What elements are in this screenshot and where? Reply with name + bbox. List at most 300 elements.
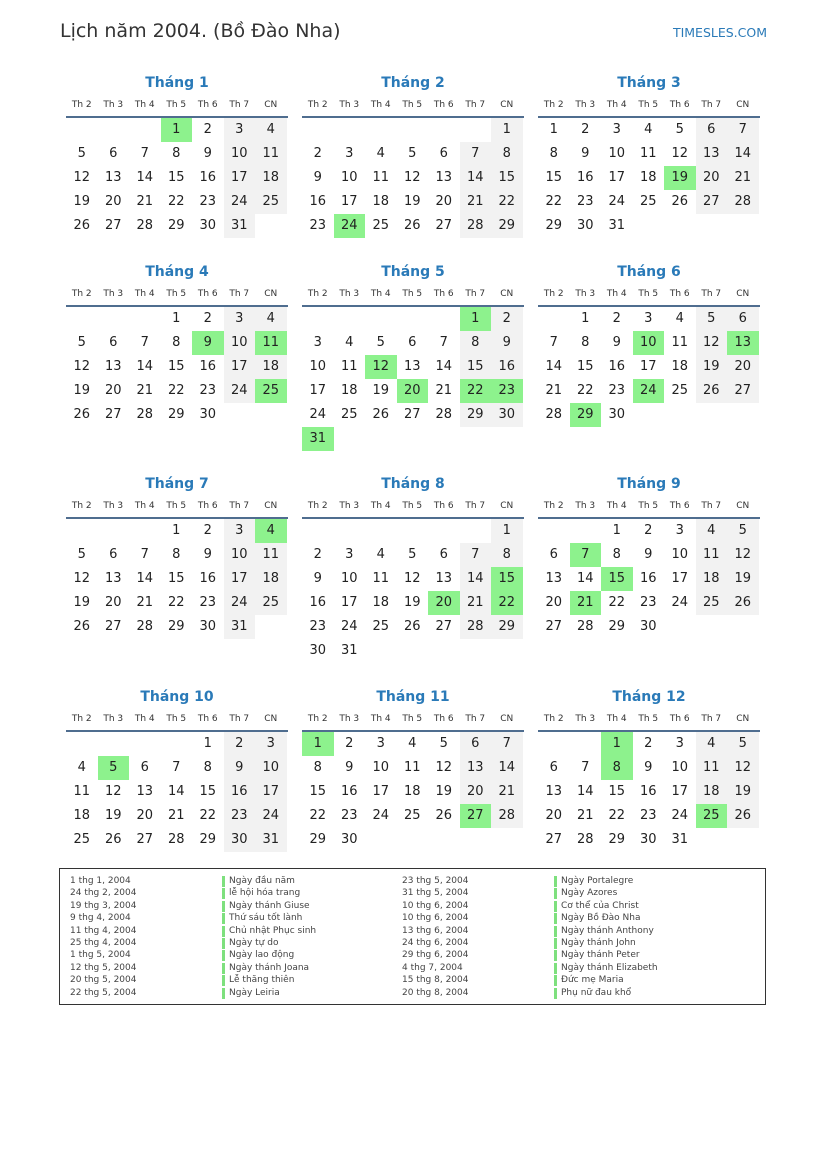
holiday-marker xyxy=(554,913,557,924)
month-title: Tháng 11 xyxy=(376,689,450,705)
day-cell: 30 xyxy=(340,832,358,847)
week-row xyxy=(302,591,524,615)
day-cell: 6 xyxy=(109,547,118,562)
weekday-label: Th 6 xyxy=(433,501,454,511)
day-cell: 22 xyxy=(167,595,185,610)
weekday-label: Th 3 xyxy=(103,100,124,110)
day-cell: 17 xyxy=(671,784,689,799)
day-cell: 21 xyxy=(136,383,154,398)
week-row xyxy=(538,379,760,403)
day-cell: 14 xyxy=(460,166,492,190)
day-cell: 6 xyxy=(408,335,417,350)
weekday-label: CN xyxy=(264,100,278,110)
weekday-label: Th 7 xyxy=(465,100,486,110)
day-cell: 15 xyxy=(491,567,523,591)
day-cell: 27 xyxy=(460,804,492,828)
day-cell: 14 xyxy=(576,571,594,586)
weekday-label: Th 7 xyxy=(229,289,250,299)
weekday-label: Th 2 xyxy=(71,501,92,511)
day-cell: 10 xyxy=(340,571,358,586)
day-cell: 13 xyxy=(403,359,421,374)
day-cell: 4 xyxy=(675,311,684,326)
month-title: Tháng 9 xyxy=(617,476,681,492)
empty-day-cell xyxy=(460,427,492,451)
day-cell: 3 xyxy=(345,547,354,562)
weekday-header xyxy=(302,708,524,732)
day-cell: 8 xyxy=(172,335,181,350)
weekday-label: Th 4 xyxy=(606,100,627,110)
day-cell: 6 xyxy=(140,760,149,775)
day-cell: 24 xyxy=(224,591,256,615)
day-cell: 15 xyxy=(601,567,633,591)
day-cell: 13 xyxy=(136,784,154,799)
week-row xyxy=(538,403,760,427)
holiday-marker xyxy=(554,888,557,899)
day-cell: 20 xyxy=(696,166,728,190)
empty-day-cell xyxy=(66,732,98,756)
empty-day-cell xyxy=(365,118,397,142)
day-cell: 19 xyxy=(664,166,696,190)
empty-day-cell xyxy=(460,828,492,852)
day-cell: 2 xyxy=(581,122,590,137)
day-cell: 28 xyxy=(460,615,492,639)
day-cell: 25 xyxy=(372,218,390,233)
empty-day-cell xyxy=(302,307,334,331)
weekday-header xyxy=(538,495,760,519)
day-cell: 4 xyxy=(408,736,417,751)
day-cell: 6 xyxy=(439,146,448,161)
week-row xyxy=(302,355,524,379)
day-cell: 28 xyxy=(545,407,563,422)
day-cell: 21 xyxy=(136,595,154,610)
week-row xyxy=(538,214,760,238)
weekday-label: Th 5 xyxy=(638,501,659,511)
week-row xyxy=(66,142,288,166)
day-cell: 29 xyxy=(491,615,523,639)
weekday-header xyxy=(302,94,524,118)
weekday-label: Th 5 xyxy=(638,714,659,724)
weekday-label: Th 7 xyxy=(465,714,486,724)
weekday-label: Th 4 xyxy=(606,289,627,299)
week-row xyxy=(302,307,524,331)
empty-day-cell xyxy=(428,639,460,663)
day-cell: 17 xyxy=(608,170,626,185)
weekday-label: Th 7 xyxy=(701,501,722,511)
holiday-name: Ngày Leiria xyxy=(229,987,280,998)
day-cell: 22 xyxy=(309,808,327,823)
legend-item xyxy=(70,912,316,924)
weekday-label: Th 6 xyxy=(669,289,690,299)
day-cell: 3 xyxy=(313,335,322,350)
empty-day-cell xyxy=(538,307,570,331)
month-title: Tháng 1 xyxy=(145,75,209,91)
empty-day-cell xyxy=(696,615,728,639)
day-cell: 8 xyxy=(491,142,523,166)
day-cell: 18 xyxy=(372,194,390,209)
empty-day-cell xyxy=(129,307,161,331)
holiday-date: 29 thg 6, 2004 xyxy=(402,950,469,961)
day-cell: 20 xyxy=(545,595,563,610)
day-cell: 12 xyxy=(696,331,728,355)
holiday-marker xyxy=(554,988,557,999)
day-cell: 2 xyxy=(644,736,653,751)
day-cell: 31 xyxy=(255,828,287,852)
day-cell: 21 xyxy=(727,166,759,190)
week-row xyxy=(66,756,288,780)
day-cell: 15 xyxy=(199,784,217,799)
weekday-label: Th 2 xyxy=(307,714,328,724)
week-row xyxy=(302,142,524,166)
day-cell: 5 xyxy=(439,736,448,751)
empty-day-cell xyxy=(491,427,523,451)
legend-item xyxy=(70,974,316,986)
weekday-header xyxy=(538,708,760,732)
day-cell: 27 xyxy=(136,832,154,847)
day-cell: 17 xyxy=(671,571,689,586)
day-cell: 27 xyxy=(104,218,122,233)
weekday-label: Th 6 xyxy=(669,714,690,724)
empty-day-cell xyxy=(727,828,759,852)
holiday-name: Đức mẹ Maria xyxy=(561,975,624,986)
month-calendar xyxy=(302,72,524,238)
day-cell: 23 xyxy=(639,808,657,823)
holiday-marker xyxy=(554,963,557,974)
day-cell: 26 xyxy=(403,619,421,634)
day-cell: 26 xyxy=(73,407,91,422)
day-cell: 23 xyxy=(608,383,626,398)
week-row xyxy=(538,780,760,804)
day-cell: 7 xyxy=(172,760,181,775)
weekday-label: Th 4 xyxy=(370,289,391,299)
weekday-label: Th 7 xyxy=(229,100,250,110)
month-calendar xyxy=(538,473,760,639)
week-row xyxy=(66,780,288,804)
weekday-label: Th 4 xyxy=(370,501,391,511)
holiday-date: 25 thg 4, 2004 xyxy=(70,937,137,948)
day-cell: 16 xyxy=(576,170,594,185)
day-cell: 20 xyxy=(435,194,453,209)
weekday-label: Th 3 xyxy=(103,289,124,299)
day-cell: 1 xyxy=(491,118,523,142)
week-row xyxy=(302,543,524,567)
day-cell: 10 xyxy=(255,756,287,780)
empty-day-cell xyxy=(161,732,193,756)
day-cell: 4 xyxy=(255,118,287,142)
day-cell: 20 xyxy=(397,379,429,403)
holiday-marker xyxy=(554,938,557,949)
day-cell: 1 xyxy=(491,519,523,543)
day-cell: 23 xyxy=(309,619,327,634)
empty-day-cell xyxy=(428,118,460,142)
day-cell: 19 xyxy=(727,567,759,591)
day-cell: 25 xyxy=(372,619,390,634)
day-cell: 30 xyxy=(639,832,657,847)
week-row xyxy=(302,780,524,804)
empty-day-cell xyxy=(66,118,98,142)
week-row xyxy=(538,804,760,828)
day-cell: 5 xyxy=(675,122,684,137)
day-cell: 17 xyxy=(639,359,657,374)
empty-day-cell xyxy=(633,214,665,238)
day-cell: 24 xyxy=(372,808,390,823)
empty-day-cell xyxy=(129,732,161,756)
week-row xyxy=(302,190,524,214)
day-cell: 2 xyxy=(491,307,523,331)
weekday-header xyxy=(66,708,288,732)
month-title: Tháng 12 xyxy=(612,689,686,705)
day-cell: 8 xyxy=(460,331,492,355)
day-cell: 14 xyxy=(460,567,492,591)
day-cell: 29 xyxy=(199,832,217,847)
holiday-marker xyxy=(222,913,225,924)
day-cell: 8 xyxy=(313,760,322,775)
weekday-label: Th 2 xyxy=(543,289,564,299)
weekday-label: Th 4 xyxy=(606,501,627,511)
day-cell: 12 xyxy=(403,170,421,185)
week-row xyxy=(66,591,288,615)
day-cell: 17 xyxy=(224,355,256,379)
week-row xyxy=(302,567,524,591)
day-cell: 19 xyxy=(372,383,390,398)
weekday-label: Th 6 xyxy=(197,289,218,299)
day-cell: 2 xyxy=(313,547,322,562)
day-cell: 7 xyxy=(549,335,558,350)
month-title: Tháng 8 xyxy=(381,476,445,492)
day-cell: 26 xyxy=(104,832,122,847)
week-row xyxy=(302,615,524,639)
day-cell: 14 xyxy=(136,170,154,185)
day-cell: 22 xyxy=(491,591,523,615)
weekday-label: Th 5 xyxy=(166,289,187,299)
weekday-label: Th 3 xyxy=(339,100,360,110)
day-cell: 21 xyxy=(570,591,602,615)
day-cell: 24 xyxy=(334,214,366,238)
day-cell: 15 xyxy=(576,359,594,374)
week-row xyxy=(302,804,524,828)
day-cell: 23 xyxy=(340,808,358,823)
weekday-label: CN xyxy=(264,501,278,511)
weekday-label: Th 7 xyxy=(701,714,722,724)
holiday-date: 9 thg 4, 2004 xyxy=(70,913,131,924)
day-cell: 18 xyxy=(639,170,657,185)
day-cell: 25 xyxy=(639,194,657,209)
weekday-label: Th 5 xyxy=(166,100,187,110)
day-cell: 18 xyxy=(671,359,689,374)
empty-day-cell xyxy=(727,403,759,427)
day-cell: 20 xyxy=(727,355,759,379)
day-cell: 27 xyxy=(696,190,728,214)
empty-day-cell xyxy=(365,519,397,543)
day-cell: 15 xyxy=(460,355,492,379)
day-cell: 29 xyxy=(167,407,185,422)
weekday-label: Th 7 xyxy=(465,501,486,511)
empty-day-cell xyxy=(255,615,287,639)
weekday-label: Th 5 xyxy=(402,100,423,110)
holiday-name: Ngày thánh Elizabeth xyxy=(561,962,658,973)
day-cell: 20 xyxy=(428,591,460,615)
month-title: Tháng 10 xyxy=(140,689,214,705)
holiday-name: Phụ nữ đau khổ xyxy=(561,987,632,998)
week-row xyxy=(538,142,760,166)
day-cell: 13 xyxy=(727,331,759,355)
weekday-label: CN xyxy=(736,289,750,299)
day-cell: 14 xyxy=(576,784,594,799)
day-cell: 6 xyxy=(109,146,118,161)
day-cell: 27 xyxy=(435,619,453,634)
holiday-name: Ngày đầu năm xyxy=(229,876,295,886)
day-cell: 12 xyxy=(73,359,91,374)
day-cell: 29 xyxy=(570,403,602,427)
week-row xyxy=(538,591,760,615)
day-cell: 25 xyxy=(255,591,287,615)
week-row xyxy=(66,190,288,214)
weekday-label: Th 4 xyxy=(606,714,627,724)
holiday-marker xyxy=(554,950,557,961)
day-cell: 30 xyxy=(199,218,217,233)
day-cell: 25 xyxy=(73,832,91,847)
weekday-label: Th 7 xyxy=(701,289,722,299)
weekday-label: Th 2 xyxy=(307,289,328,299)
day-cell: 23 xyxy=(309,218,327,233)
site-link[interactable]: TIMESLES.COM xyxy=(672,25,767,40)
weekday-label: Th 5 xyxy=(166,714,187,724)
weekday-label: Th 6 xyxy=(669,100,690,110)
day-cell: 16 xyxy=(340,784,358,799)
day-cell: 10 xyxy=(608,146,626,161)
holiday-date: 11 thg 4, 2004 xyxy=(70,925,137,936)
legend-item xyxy=(70,925,316,937)
day-cell: 8 xyxy=(203,760,212,775)
day-cell: 19 xyxy=(73,194,91,209)
day-cell: 22 xyxy=(491,190,523,214)
day-cell: 15 xyxy=(167,571,185,586)
day-cell: 29 xyxy=(608,832,626,847)
day-cell: 23 xyxy=(639,595,657,610)
empty-day-cell xyxy=(397,639,429,663)
holiday-legend xyxy=(59,868,766,1005)
legend-item xyxy=(402,987,658,999)
day-cell: 15 xyxy=(545,170,563,185)
day-cell: 28 xyxy=(576,619,594,634)
legend-item xyxy=(402,912,658,924)
month-calendar xyxy=(538,72,760,238)
day-cell: 11 xyxy=(372,170,390,185)
day-cell: 7 xyxy=(491,732,523,756)
day-cell: 18 xyxy=(403,784,421,799)
day-cell: 28 xyxy=(435,407,453,422)
day-cell: 10 xyxy=(224,543,256,567)
day-cell: 17 xyxy=(340,194,358,209)
day-cell: 13 xyxy=(435,571,453,586)
day-cell: 6 xyxy=(109,335,118,350)
month-calendar xyxy=(66,686,288,852)
day-cell: 6 xyxy=(549,760,558,775)
empty-day-cell xyxy=(365,427,397,451)
week-row xyxy=(538,331,760,355)
day-cell: 26 xyxy=(671,194,689,209)
day-cell: 26 xyxy=(73,218,91,233)
day-cell: 25 xyxy=(255,379,287,403)
day-cell: 31 xyxy=(340,643,358,658)
day-cell: 13 xyxy=(104,170,122,185)
weekday-label: Th 2 xyxy=(71,100,92,110)
day-cell: 17 xyxy=(224,567,256,591)
day-cell: 29 xyxy=(608,619,626,634)
weekday-label: Th 2 xyxy=(307,100,328,110)
day-cell: 22 xyxy=(167,383,185,398)
day-cell: 28 xyxy=(576,832,594,847)
day-cell: 11 xyxy=(73,784,91,799)
holiday-name: Ngày thánh John xyxy=(561,937,636,948)
day-cell: 2 xyxy=(313,146,322,161)
day-cell: 24 xyxy=(671,595,689,610)
empty-day-cell xyxy=(664,214,696,238)
day-cell: 19 xyxy=(73,595,91,610)
day-cell: 14 xyxy=(545,359,563,374)
day-cell: 8 xyxy=(491,543,523,567)
weekday-header xyxy=(66,283,288,307)
day-cell: 11 xyxy=(696,543,728,567)
day-cell: 12 xyxy=(403,571,421,586)
day-cell: 7 xyxy=(140,146,149,161)
legend-column xyxy=(70,875,316,999)
weekday-label: Th 3 xyxy=(575,100,596,110)
day-cell: 1 xyxy=(581,311,590,326)
weekday-label: CN xyxy=(264,289,278,299)
month-calendar xyxy=(538,261,760,427)
day-cell: 5 xyxy=(98,756,130,780)
day-cell: 10 xyxy=(224,331,256,355)
day-cell: 31 xyxy=(671,832,689,847)
weekday-label: CN xyxy=(500,289,514,299)
day-cell: 5 xyxy=(727,519,759,543)
day-cell: 24 xyxy=(309,407,327,422)
empty-day-cell xyxy=(365,307,397,331)
day-cell: 22 xyxy=(199,808,217,823)
legend-item xyxy=(402,900,658,912)
empty-day-cell xyxy=(98,732,130,756)
day-cell: 29 xyxy=(167,619,185,634)
day-cell: 19 xyxy=(727,780,759,804)
day-cell: 7 xyxy=(460,142,492,166)
empty-day-cell xyxy=(428,307,460,331)
day-cell: 28 xyxy=(491,804,523,828)
weekday-label: CN xyxy=(264,714,278,724)
day-cell: 3 xyxy=(224,307,256,331)
legend-item xyxy=(70,887,316,899)
week-row xyxy=(302,427,524,451)
day-cell: 10 xyxy=(309,359,327,374)
day-cell: 21 xyxy=(460,190,492,214)
empty-day-cell xyxy=(397,307,429,331)
day-cell: 8 xyxy=(549,146,558,161)
day-cell: 16 xyxy=(199,571,217,586)
day-cell: 23 xyxy=(576,194,594,209)
weekday-label: Th 6 xyxy=(433,714,454,724)
day-cell: 6 xyxy=(549,547,558,562)
day-cell: 12 xyxy=(671,146,689,161)
weekday-label: Th 5 xyxy=(638,100,659,110)
month-title: Tháng 4 xyxy=(145,264,209,280)
week-row xyxy=(538,118,760,142)
day-cell: 5 xyxy=(77,335,86,350)
weekday-label: Th 7 xyxy=(465,289,486,299)
week-row xyxy=(66,615,288,639)
day-cell: 19 xyxy=(73,383,91,398)
weekday-label: Th 3 xyxy=(575,289,596,299)
empty-day-cell xyxy=(397,427,429,451)
weekday-label: Th 6 xyxy=(197,100,218,110)
